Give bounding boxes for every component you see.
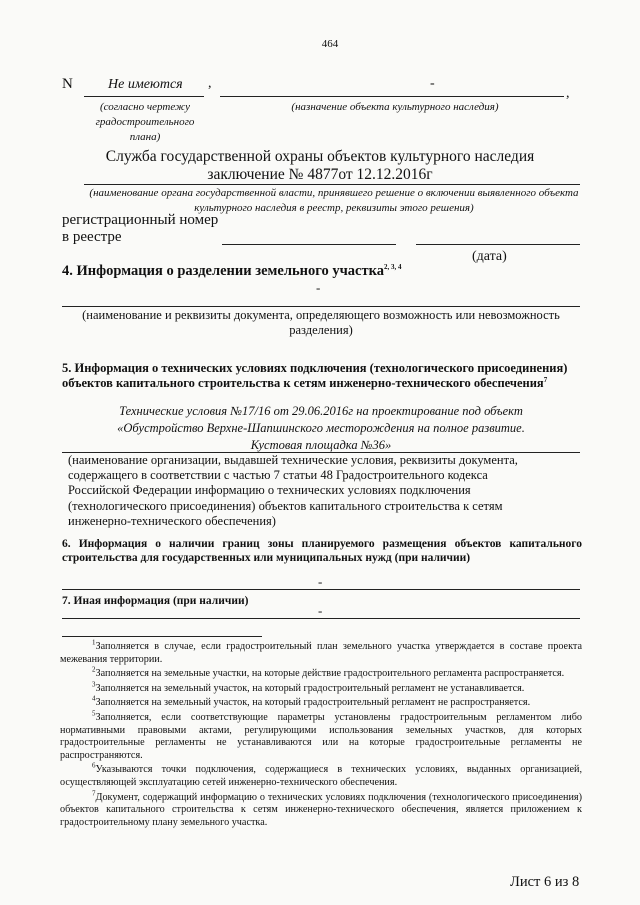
footnote-4: $^4$Заполняется на земельный участок, на который градостроительный регламент не распространяется.	[92, 694, 531, 709]
section-6-dash: -	[318, 574, 323, 589]
n-label: N	[62, 76, 73, 92]
section-7-dash: -	[318, 603, 323, 618]
footnote-6: $^6$Указываются точки подключения, содержащиеся в технических условиях, выданных организацией, осуществляющей эксплуатацию сетей инженерно-технического обеспечения.	[60, 761, 582, 788]
section-4-title: 4. Информация о разделении земельного участка$^{2, 3, 4}$	[62, 263, 402, 279]
section-5-title: 5. Информация о технических условиях подключения (технологического присоединения) объектов капитального строительства к сетям инженерно-технического обеспечения$^7$	[62, 361, 568, 390]
authority-line2: заключение № 4877от 12.12.2016г	[207, 166, 433, 183]
authority-line1: Служба государственной охраны объектов культурного наследия	[105, 148, 535, 165]
sheet-counter: Лист 6 из 8	[510, 874, 580, 890]
section-7-title: 7. Иная информация (при наличии)	[62, 595, 249, 607]
object-caption: (назначение объекта культурного наследия)	[291, 101, 499, 113]
drawing-caption: (согласно чертежу градостроительного плана)	[95, 101, 195, 143]
section-4-caption: (наименование и реквизиты документа, определяющего возможность или невозможность разделения)	[82, 308, 560, 337]
tech-conditions-line3: Кустовая площадка №36»	[250, 438, 392, 452]
reg-label-line2: в реестре	[62, 229, 122, 245]
section-4-dash: -	[316, 280, 321, 295]
footnote-3: $^3$Заполняется на земельный участок, на который градостроительный регламент не устанавливается.	[92, 680, 525, 694]
authority-caption: (наименование органа государственной власти, принявшего решение о включении выявленного объекта культурного наследия в реестр, реквизиты этого решения)	[89, 187, 579, 214]
n-dash: -	[430, 76, 435, 91]
section-5-caption: (наименование организации, выдавшей технические условия, реквизиты документа, содержащего в соответствии с частью 7 статьи 48 Градостроительного кодекса Российской Федерации информацию о технических условиях подключения (технологического присоединения) объектов капитального строительства к сетям инженерно-технического обеспечения)	[68, 453, 518, 528]
section-5-value	[62, 403, 580, 454]
footnote-1: $^1$Заполняется в случае, если градостроительный план земельного участка утверждается в составе проекта межевания территории.	[60, 638, 582, 665]
footnotes	[60, 638, 582, 829]
date-caption: (дата)	[472, 249, 507, 264]
tech-conditions-line2: «Обустройство Верхне-Шапшинского месторождения на полное развитие.	[117, 421, 525, 435]
reg-label-line1: регистрационный номер	[62, 212, 219, 228]
n-end-comma: ,	[566, 86, 570, 101]
footnote-7: $^7$Документ, содержащий информацию о технических условиях подключения (технологического присоединения) объектов капитального строительства к сетям инженерно-технического обеспечения, является приложением к градостроительному плану земельного участка.	[60, 789, 582, 828]
n-comma: ,	[208, 76, 212, 91]
footnote-5: $^5$Заполняется, если соответствующие параметры установлены градостроительным регламентом либо нормативными правовыми актами, регулирующими использования земельных участков, для которых градостроительные регламенты не устанавливаются или на которые градостроительные регламенты не распространяются.	[60, 709, 582, 761]
n-value: Не имеются	[108, 77, 183, 92]
page-number: 464	[321, 38, 339, 50]
footnote-2: $^2$Заполняется на земельные участки, на которые действие градостроительного регламента распространяется.	[92, 665, 565, 680]
section-6-title: 6. Информация о наличии границ зоны планируемого размещения объектов капитального строительства для государственных или муниципальных нужд (при наличии)	[62, 538, 582, 564]
tech-conditions-line1: Технические условия №17/16 от 29.06.2016г на проектирование под объект	[119, 404, 523, 418]
